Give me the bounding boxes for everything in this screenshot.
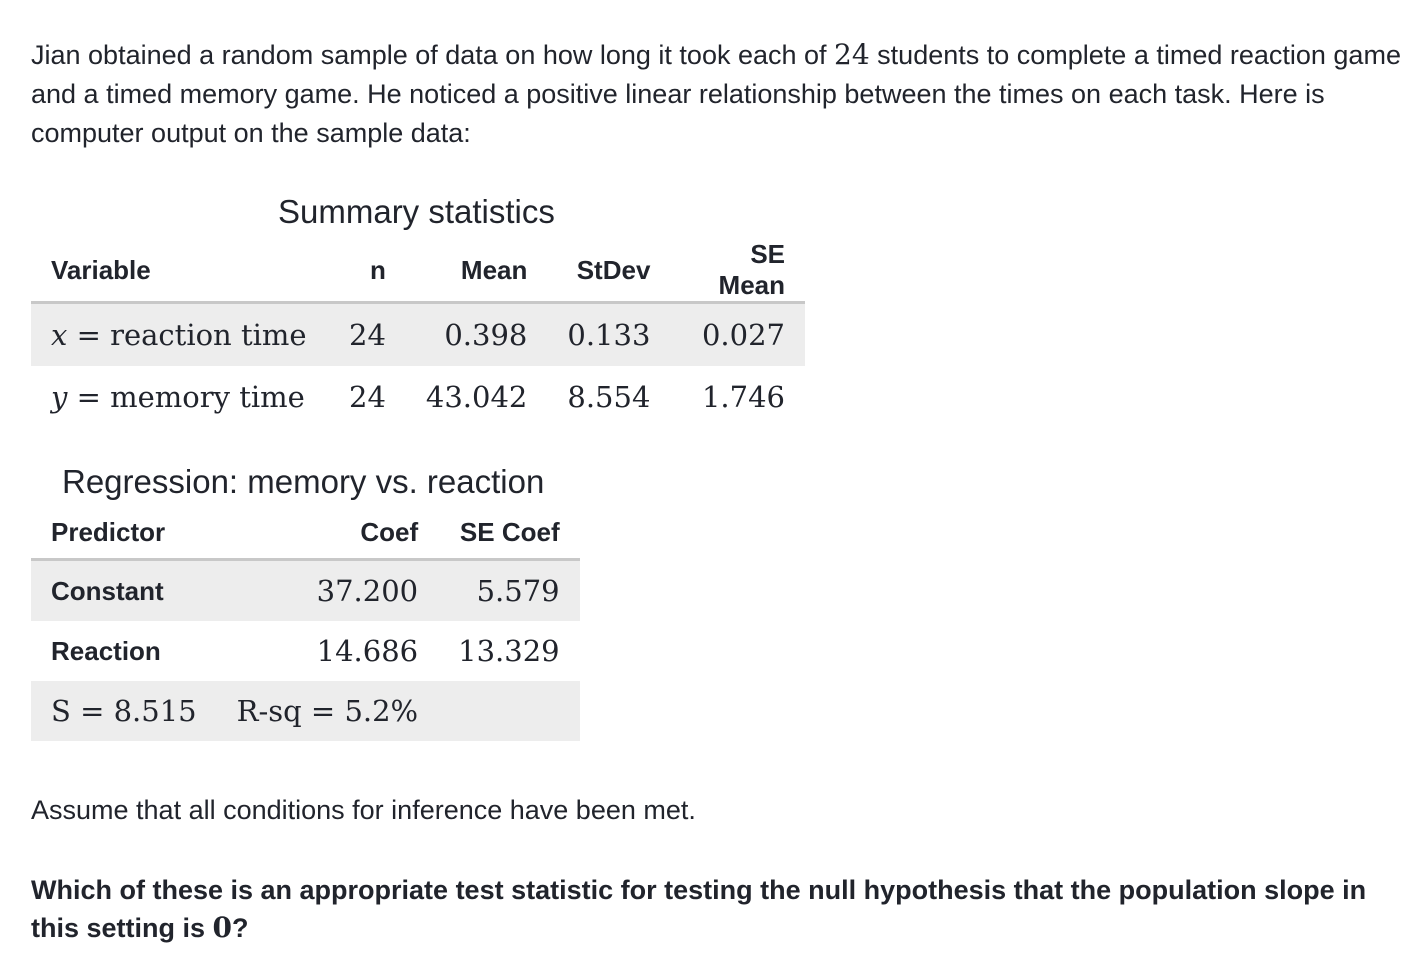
variable-symbol: y [51, 380, 68, 414]
header-variable: Variable [31, 239, 329, 303]
question-part-1: Which of these is an appropriate test statistic for testing the null hypothesis that the population slope in this setting is [31, 875, 1367, 943]
n-cell: 24 [329, 303, 406, 367]
empty-cell [438, 681, 579, 741]
n-cell: 24 [349, 380, 386, 414]
predictor-cell: Constant [31, 560, 217, 622]
header-se-mean: SE Mean [670, 239, 805, 303]
header-se-coef: SE Coef [438, 507, 579, 560]
regression-summary-row [31, 681, 580, 741]
variable-symbol: x [51, 318, 68, 352]
coef-cell: 14.686 [316, 634, 419, 668]
header-n: n [329, 239, 406, 303]
summary-statistics-table [31, 239, 805, 428]
se-mean-cell: 0.027 [670, 303, 805, 367]
mean-cell: 0.398 [406, 303, 547, 367]
table-row [31, 621, 580, 681]
regression-header-row [31, 507, 580, 560]
variable-cell [31, 303, 329, 367]
question-zero: 0 [212, 911, 233, 944]
mean-cell: 43.042 [425, 380, 528, 414]
regression-caption: Regression: memory vs. reaction [62, 463, 545, 500]
assumption-text: Assume that all conditions for inference have been met. [31, 795, 696, 825]
predictor-cell: Reaction [51, 635, 161, 666]
variable-cell [31, 366, 329, 428]
intro-text-2: students to complete a timed reaction game and a timed memory game. He noticed a positive linear relationship between the times on each task. Here is computer output on the sample data: [31, 40, 1401, 148]
se-mean-cell: 1.746 [701, 380, 785, 414]
equals-sign: = [67, 380, 111, 414]
variable-name: reaction time [110, 318, 307, 352]
header-predictor: Predictor [31, 507, 217, 560]
header-stdev: StDev [547, 239, 670, 303]
header-coef: Coef [217, 507, 439, 560]
equals-sign: = [67, 318, 111, 352]
intro-count: 24 [834, 38, 870, 71]
summary-caption: Summary statistics [278, 193, 555, 230]
stdev-cell: 0.133 [547, 303, 670, 367]
table-row [31, 366, 805, 428]
table-row [31, 560, 580, 622]
intro-text-1: Jian obtained a random sample of data on how long it took each of [31, 40, 835, 70]
regression-table [31, 507, 580, 741]
coef-cell: 37.200 [217, 560, 439, 622]
s-value-cell: S = 8.515 [31, 681, 217, 741]
stdev-cell: 8.554 [567, 380, 651, 414]
se-coef-cell: 13.329 [458, 634, 560, 668]
question-text [31, 872, 1406, 947]
summary-header-row [31, 239, 805, 303]
question-part-2: ? [232, 913, 249, 943]
header-mean: Mean [406, 239, 547, 303]
variable-name: memory time [110, 380, 305, 414]
intro-paragraph [31, 35, 1406, 153]
table-row [31, 303, 805, 367]
r-squared-cell: R-sq = 5.2% [217, 681, 439, 741]
se-coef-cell: 5.579 [438, 560, 579, 622]
